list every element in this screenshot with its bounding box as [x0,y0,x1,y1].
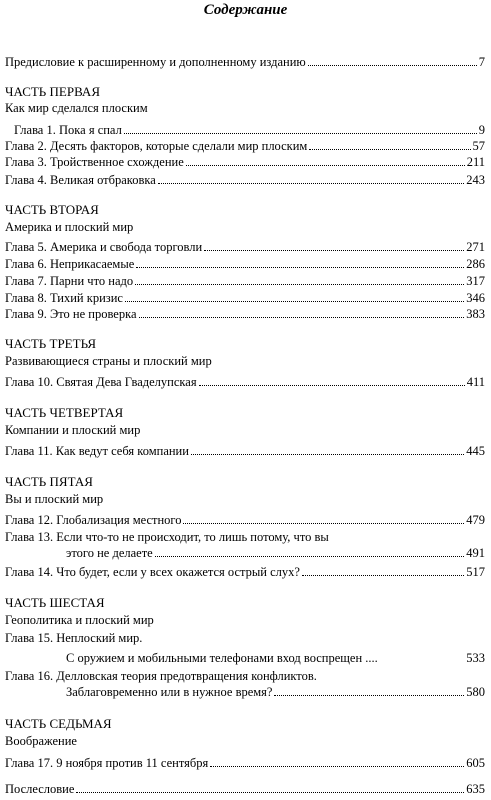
leader-dots [76,792,464,793]
leader-dots [274,695,464,696]
entry-label: Глава 6. Неприкасаемые [5,257,135,271]
part-subtitle: Развивающиеся страны и плоский мир [5,354,212,368]
leader-dots [155,556,465,557]
chapter-entry[interactable] [14,122,485,138]
leader-dots [136,267,464,268]
entry-page: 7 [478,55,485,69]
chapter-entry-continuation[interactable] [66,545,485,561]
entry-page: 286 [466,257,485,271]
entry-label: Глава 14. Что будет, если у всех окажется острый слух? [5,565,300,579]
leader-dots [302,575,464,576]
leader-dots [183,523,464,524]
entry-label: Заблаговременно или в нужное время? [66,685,273,699]
entry-label: Послесловие [5,782,75,796]
afterword-entry[interactable] [5,781,485,797]
entry-label: этого не делаете [66,546,153,560]
leader-dots [309,149,470,150]
leader-dots [139,317,465,318]
entry-label: Глава 8. Тихий кризис [5,291,123,305]
chapter-entry-continuation[interactable] [66,684,485,700]
entry-page: 533 [466,651,485,665]
entry-label: Предисловие к расширенному и дополненному изданию [5,55,306,69]
leader-dots [191,454,464,455]
chapter-entry[interactable] [5,755,485,771]
chapter-entry[interactable] [5,306,485,322]
entry-page: 517 [466,565,485,579]
chapter-entry-continuation[interactable] [66,650,485,666]
chapter-entry[interactable] [5,290,485,306]
entry-label: Глава 1. Пока я спал [14,123,122,137]
leader-dots [186,165,465,166]
part-heading: ЧАСТЬ ВТОРАЯ [5,202,99,217]
part-subtitle: Как мир сделался плоским [5,101,148,115]
entry-label: Глава 3. Тройственное схождение [5,155,184,169]
entry-label: Глава 12. Глобализация местного [5,513,182,527]
part-subtitle: Америка и плоский мир [5,220,134,234]
chapter-entry[interactable] [5,564,485,580]
entry-page: 57 [472,139,485,153]
entry-label: Глава 11. Как ведут себя компании [5,444,189,458]
chapter-entry[interactable] [5,374,485,390]
entry-label: Глава 7. Парни что надо [5,274,134,288]
chapter-entry[interactable] [5,443,485,459]
chapter-entry[interactable] [5,512,485,528]
part-heading: ЧАСТЬ СЕДЬМАЯ [5,716,112,731]
preface-entry[interactable] [5,54,485,70]
entry-page: 317 [466,274,485,288]
part-heading: ЧАСТЬ ПЕРВАЯ [5,84,100,99]
leader-dots [204,250,464,251]
entry-page: 491 [466,546,485,560]
chapter-entry-first-line[interactable]: Глава 13. Если что-то не происходит, то лишь потому, что вы [5,530,329,544]
part-subtitle: Компании и плоский мир [5,423,141,437]
entry-label: Глава 2. Десять факторов, которые сделали мир плоским [5,139,308,153]
chapter-entry[interactable] [5,138,485,154]
entry-label: С оружием и мобильными телефонами вход воспрещен .... [66,651,378,665]
entry-page: 580 [466,685,485,699]
entry-page: 346 [466,291,485,305]
entry-label: Глава 5. Америка и свобода торговли [5,240,203,254]
entry-page: 383 [466,307,485,321]
chapter-entry-first-line[interactable]: Глава 16. Делловская теория предотвращения конфликтов. [5,669,317,683]
entry-page: 211 [466,155,485,169]
part-heading: ЧАСТЬ ШЕСТАЯ [5,595,105,610]
chapter-entry[interactable] [5,154,485,170]
leader-dots [158,183,464,184]
entry-page: 411 [466,375,485,389]
part-subtitle: Воображение [5,734,77,748]
part-subtitle: Геополитика и плоский мир [5,613,154,627]
entry-label: Глава 4. Великая отбраковка [5,173,156,187]
entry-page: 605 [466,756,485,770]
part-heading: ЧАСТЬ ПЯТАЯ [5,474,93,489]
leader-dots [308,65,477,66]
leader-dots [210,766,464,767]
leader-dots [124,133,477,134]
leader-dots [125,301,464,302]
entry-page: 271 [466,240,485,254]
entry-label: Глава 10. Святая Дева Гваделупская [5,375,197,389]
entry-page: 9 [478,123,485,137]
part-subtitle: Вы и плоский мир [5,492,104,506]
entry-page: 479 [466,513,485,527]
part-heading: ЧАСТЬ ТРЕТЬЯ [5,336,97,351]
leader-dots [135,284,464,285]
entry-page: 243 [466,173,485,187]
chapter-entry[interactable] [5,239,485,255]
chapter-entry[interactable] [5,256,485,272]
entry-page: 635 [466,782,485,796]
entry-label: Глава 9. Это не проверка [5,307,137,321]
entry-label: Глава 17. 9 ноября против 11 сентября [5,756,209,770]
part-heading: ЧАСТЬ ЧЕТВЕРТАЯ [5,405,124,420]
chapter-entry[interactable] [5,273,485,289]
leader-dots [199,385,465,386]
entry-page: 445 [466,444,485,458]
toc-title: Содержание [203,2,288,18]
chapter-entry-first-line[interactable]: Глава 15. Неплоский мир. [5,631,143,645]
chapter-entry[interactable] [5,172,485,188]
